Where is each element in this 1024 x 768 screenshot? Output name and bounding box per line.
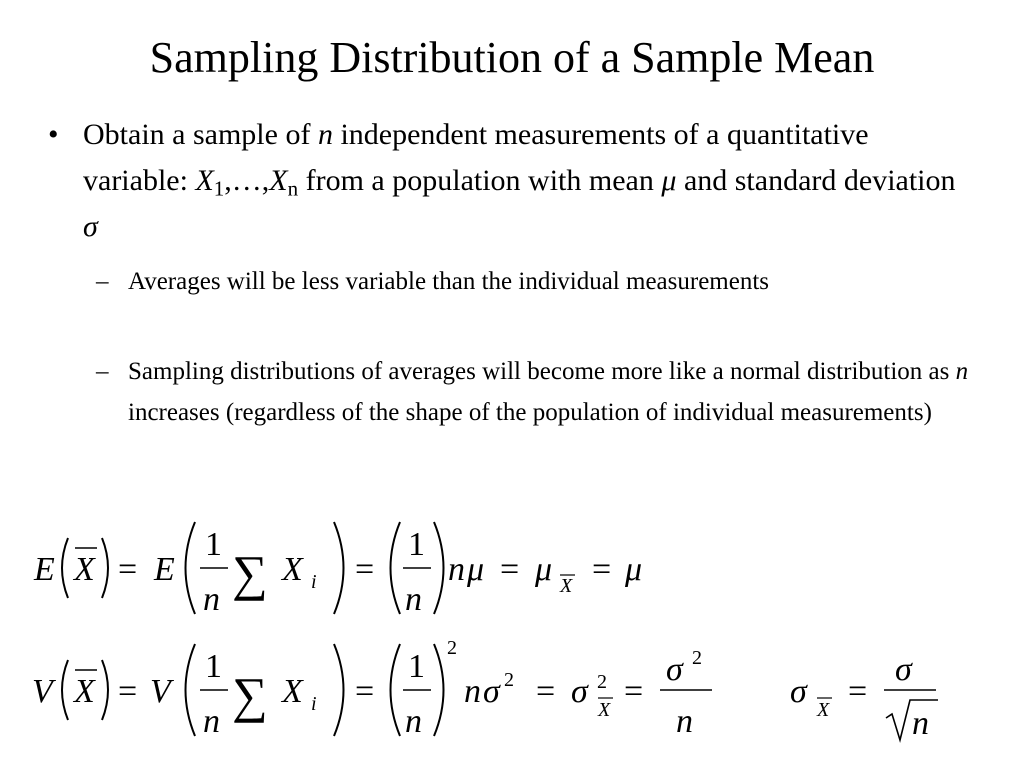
- paren-right-large: [334, 522, 344, 614]
- paren-right: [102, 660, 108, 720]
- paren-left: [62, 660, 68, 720]
- fraction-denominator: n: [203, 703, 220, 740]
- slide-title: Sampling Distribution of a Sample Mean: [149, 33, 875, 82]
- sub-bullet-dash: –: [96, 358, 109, 385]
- sub-bullet-var-n: n: [955, 358, 969, 385]
- std-error-formula: [790, 651, 938, 742]
- paren-right-large: [334, 644, 344, 736]
- bullet-var-mu: μ: [661, 164, 677, 197]
- expectation-n: n: [448, 551, 465, 588]
- bullet-var-n: n: [317, 118, 333, 151]
- subscript-xbar: X: [598, 699, 611, 721]
- bullet-ellipsis: ,…,: [224, 164, 270, 197]
- paren-left-large: [391, 644, 401, 736]
- sum-symbol: ∑: [232, 545, 268, 601]
- fraction-numerator-sigma: σ: [666, 651, 683, 688]
- expectation-xbar: X: [74, 551, 95, 588]
- bullet-text-part2: independent measurements of a quantitative variable:: [83, 118, 869, 197]
- paren-right-large: [434, 522, 444, 614]
- equals-sign: =: [500, 551, 520, 588]
- variance-X: X: [282, 673, 303, 710]
- paren-right: [102, 538, 108, 598]
- std-sigma-xbar: σ: [790, 673, 807, 710]
- expectation-E: E: [34, 551, 55, 588]
- variance-sigma: σ: [483, 673, 500, 710]
- equals-sign: =: [848, 673, 868, 710]
- bullet-var-sigma: σ: [83, 210, 98, 243]
- subscript-xbar: X: [560, 575, 573, 597]
- equals-sign: =: [624, 673, 644, 710]
- sub-bullet-text: Averages will be less variable than the individual measurements: [128, 268, 770, 295]
- paren-left: [62, 538, 68, 598]
- equals-sign: =: [118, 551, 138, 588]
- variance-V2: V: [150, 673, 171, 710]
- bullet-sub-n: n: [287, 176, 299, 201]
- variance-V: V: [32, 673, 53, 710]
- expectation-E2: E: [154, 551, 175, 588]
- fraction-numerator: 1: [408, 648, 425, 685]
- subscript-xbar: X: [817, 699, 830, 721]
- equals-sign: =: [355, 673, 375, 710]
- bullet-dot: •: [48, 118, 59, 151]
- paren-left-large: [186, 644, 196, 736]
- variance-formula: [32, 637, 712, 740]
- expectation-mu-xbar: μ: [535, 551, 553, 588]
- expectation-X: X: [282, 551, 303, 588]
- superscript-2: 2: [504, 669, 514, 691]
- fraction-numerator: 1: [205, 648, 222, 685]
- sub-bullet-text-pre: Sampling distributions of averages will become more like a normal distribution as: [128, 358, 956, 385]
- fraction-denominator: n: [405, 581, 422, 618]
- equals-sign: =: [118, 673, 138, 710]
- sub-bullet-dash: –: [96, 268, 109, 295]
- equals-sign: =: [536, 673, 556, 710]
- paren-right-large: [434, 644, 444, 736]
- variance-sigma-xbar: σ: [571, 673, 588, 710]
- superscript-2: 2: [447, 637, 457, 659]
- bullet-text-part4: and standard deviation: [676, 164, 956, 197]
- bullet-sub-1: 1: [213, 176, 225, 201]
- equals-sign: =: [355, 551, 375, 588]
- variance-n: n: [464, 673, 481, 710]
- subscript-i: i: [311, 693, 317, 715]
- bullet-var-xn: X: [269, 164, 288, 197]
- fraction-denominator-sqrt-n: n: [912, 705, 929, 742]
- bullet-text-part3: from a population with mean: [298, 164, 662, 197]
- fraction-denominator: n: [676, 703, 693, 740]
- variance-xbar: X: [74, 673, 95, 710]
- fraction-numerator-sigma: σ: [895, 651, 912, 688]
- bullet-text-part1: Obtain a sample of: [83, 118, 318, 151]
- bullet-var-x1: X: [195, 164, 214, 197]
- superscript-2: 2: [597, 671, 607, 693]
- sub-bullet-text-post: increases (regardless of the shape of the population of individual measurements): [128, 399, 932, 426]
- fraction-denominator: n: [203, 581, 220, 618]
- fraction-numerator: 1: [408, 526, 425, 563]
- expectation-formula: [33, 522, 642, 618]
- expectation-mu: μ: [467, 551, 485, 588]
- subscript-i: i: [311, 571, 317, 593]
- superscript-2: 2: [692, 647, 702, 669]
- expectation-mu-result: μ: [625, 551, 643, 588]
- paren-left-large: [391, 522, 401, 614]
- fraction-numerator: 1: [205, 526, 222, 563]
- fraction-denominator: n: [405, 703, 422, 740]
- equals-sign: =: [592, 551, 612, 588]
- sum-symbol: ∑: [232, 667, 268, 723]
- paren-left-large: [186, 522, 196, 614]
